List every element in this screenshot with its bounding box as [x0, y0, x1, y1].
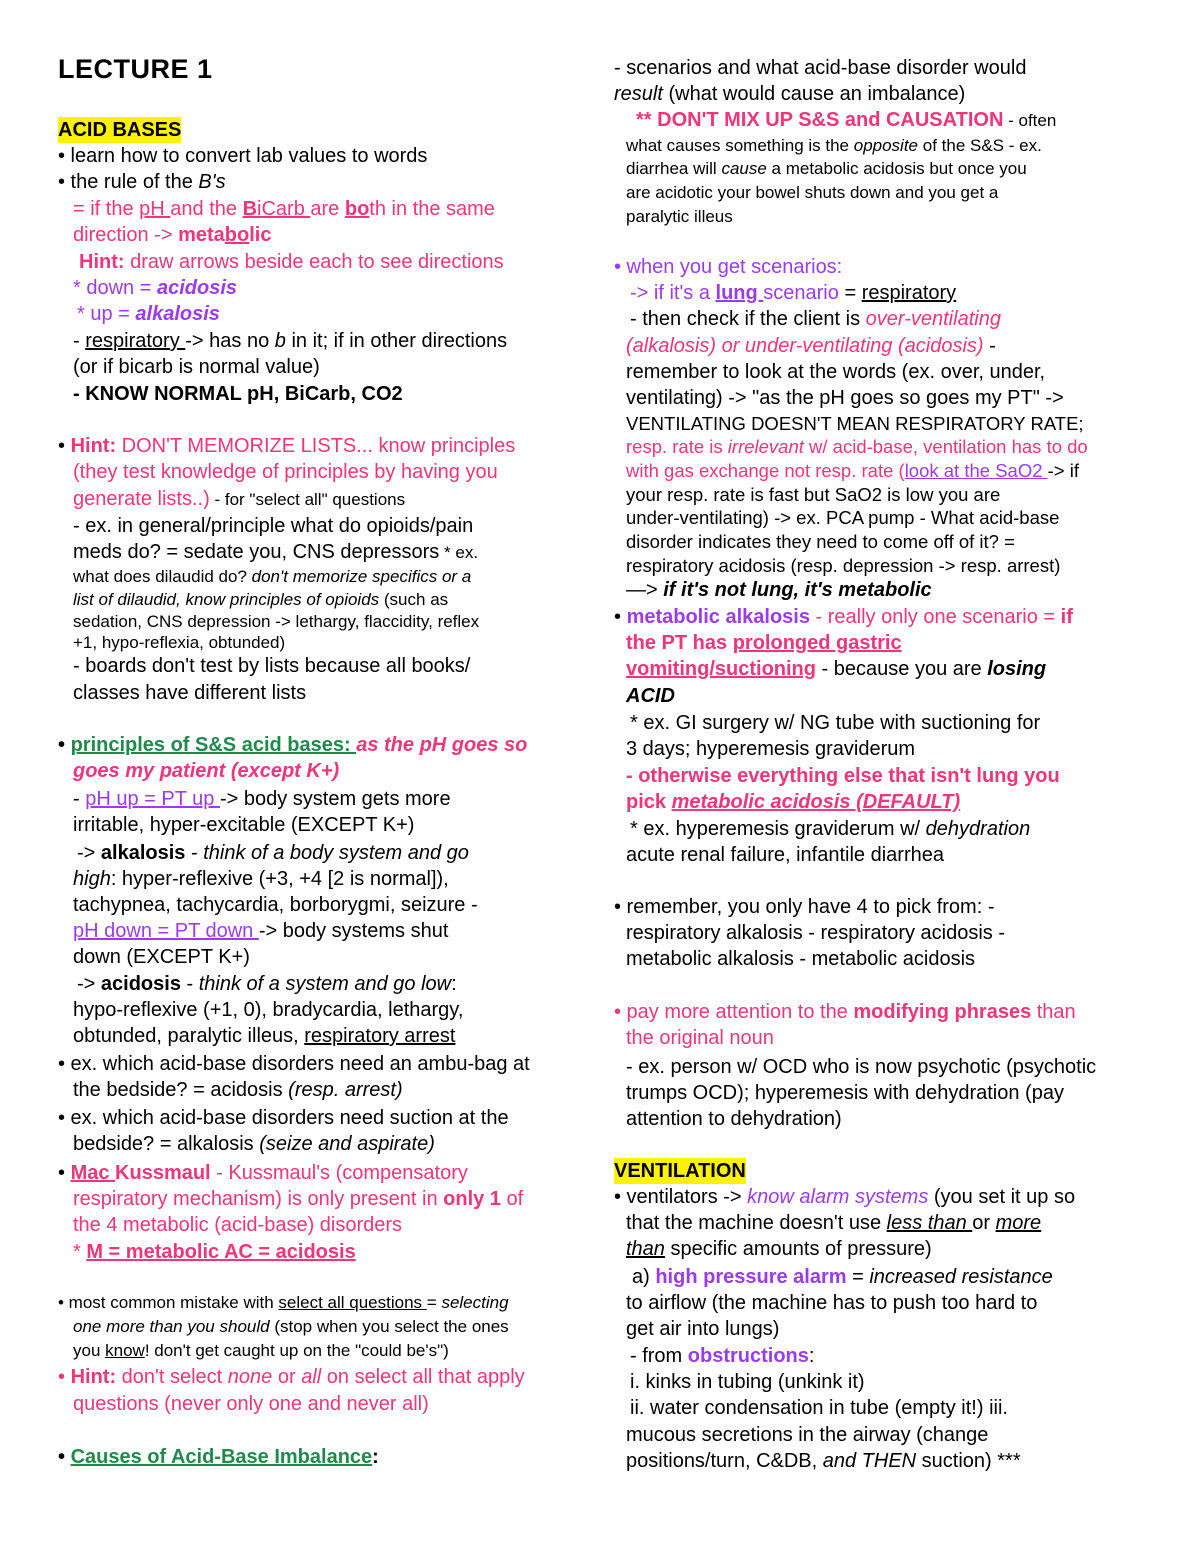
hint-line: • Hint: don't select none or all on select all that apply — [58, 1366, 525, 1388]
up-line: * up = alkalosis — [77, 303, 220, 325]
metabolic-alkalosis-line: vomiting/suctioning - because you are losing — [626, 658, 1047, 680]
text-line: - ex. in general/principle what do opioids/pain — [73, 515, 474, 537]
text-line: +1, hypo-reflexia, obtunded) — [73, 633, 286, 652]
text-line: i. kinks in tubing (unkink it) — [630, 1371, 865, 1393]
text-line: trumps OCD); hyperemesis with dehydration (pay — [626, 1082, 1064, 1104]
text-line: get air into lungs) — [626, 1318, 780, 1340]
acid-bases-heading: ACID BASES — [58, 119, 182, 141]
text-line: metabolic alkalosis - metabolic acidosis — [626, 948, 976, 970]
text-line: list of dilaudid, know principles of opioids (such as — [73, 590, 449, 609]
modifying-phrases-line: the original noun — [626, 1027, 774, 1049]
text-line: - scenarios and what acid-base disorder would — [614, 57, 1027, 79]
text-line: obtunded, paralytic illeus, respiratory arrest — [73, 1025, 456, 1047]
bullet-line: • learn how to convert lab values to words — [58, 145, 428, 167]
principles-line: • principles of S&S acid bases: as the pH goes so — [58, 734, 528, 756]
text-line: what does dilaudid do? don't memorize specifics or a — [73, 567, 472, 586]
modifying-phrases-line: • pay more attention to the modifying phrases than — [614, 1001, 1076, 1023]
text-line: mucous secretions in the airway (change — [626, 1424, 989, 1446]
text-line: that the machine doesn't use less than or more — [626, 1212, 1042, 1234]
text-line: your resp. rate is fast but SaO2 is low you are — [626, 484, 1001, 505]
metabolic-alkalosis-line: • metabolic alkalosis - really only one scenario = if — [614, 606, 1073, 628]
hint-line: • Hint: DON'T MEMORIZE LISTS... know principles — [58, 435, 516, 457]
text-line: positions/turn, C&DB, and THEN suction) *** — [626, 1450, 1021, 1472]
text-line: than specific amounts of pressure) — [626, 1238, 932, 1260]
text-line: under-ventilating) -> ex. PCA pump - What acid-base — [626, 507, 1060, 528]
text-line: sedation, CNS depression -> lethargy, flaccidity, reflex — [73, 612, 480, 631]
text-line: VENTILATING DOESN'T MEAN RESPIRATORY RATE; — [626, 413, 1084, 434]
text-line: acute renal failure, infantile diarrhea — [626, 844, 944, 866]
metabolic-alkalosis-line: the PT has prolonged gastric — [626, 632, 902, 654]
text-line: ACID — [626, 685, 675, 707]
text-line: - then check if the client is over-ventilating — [630, 308, 1001, 330]
hint-line: (they test knowledge of principles by having you — [73, 461, 498, 483]
text-line: * ex. hyperemesis graviderum w/ dehydration — [630, 818, 1031, 840]
rule-line: = if the pH and the BiCarb are both in the same — [73, 198, 495, 220]
text-line: -> acidosis - think of a system and go low: — [77, 973, 457, 995]
text-line: bedside? = alkalosis (seize and aspirate) — [73, 1133, 435, 1155]
text-line: irritable, hyper-excitable (EXCEPT K+) — [73, 814, 415, 836]
kussmaul-line: • Mac Kussmaul - Kussmaul's (compensatory — [58, 1162, 468, 1184]
text-line: disorder indicates they need to come off of it? = — [626, 531, 1015, 552]
text-line: - ex. person w/ OCD who is now psychotic (psychotic — [626, 1056, 1097, 1078]
causation-line: ** DON'T MIX UP S&S and CAUSATION - often — [636, 109, 1057, 131]
bullet-line: • remember, you only have 4 to pick from: - — [614, 896, 995, 918]
text-line: ventilating) -> "as the pH goes so goes my PT" -> — [626, 387, 1064, 409]
text-line: remember to look at the words (ex. over, under, — [626, 361, 1046, 383]
bullet-line: • the rule of the B's — [58, 171, 226, 193]
principles-line: goes my patient (except K+) — [73, 760, 340, 782]
down-line: * down = acidosis — [73, 277, 237, 299]
text-line: ii. water condensation in tube (empty it!) iii. — [630, 1397, 1008, 1419]
bullet-line: • ex. which acid-base disorders need suction at the — [58, 1107, 509, 1129]
text-line: - from obstructions: — [630, 1345, 815, 1367]
kussmaul-line: respiratory mechanism) is only present in only 1 of — [73, 1188, 524, 1210]
text-line: classes have different lists — [73, 682, 307, 704]
scenarios-line: • when you get scenarios: — [614, 256, 843, 278]
bullet-line: • most common mistake with select all questions = selecting — [58, 1293, 509, 1312]
text-line: 3 days; hyperemesis graviderum — [626, 738, 916, 760]
kussmaul-line: the 4 metabolic (acid-base) disorders — [73, 1214, 403, 1236]
text-line: you know! don't get caught up on the "could be's") — [73, 1341, 449, 1360]
default-line: pick metabolic acidosis (DEFAULT) — [626, 791, 961, 813]
rule-line: direction -> metabolic — [73, 224, 272, 246]
text-line: one more than you should (stop when you select the ones — [73, 1317, 509, 1336]
text-line: the bedside? = acidosis (resp. arrest) — [73, 1079, 403, 1101]
ventilation-heading: VENTILATION — [614, 1160, 746, 1182]
text-line: a) high pressure alarm = increased resistance — [632, 1266, 1053, 1288]
hint-line: questions (never only one and never all) — [73, 1393, 429, 1415]
text-line: with gas exchange not resp. rate (look at the SaO2 -> if — [626, 460, 1079, 481]
text-line: - KNOW NORMAL pH, BiCarb, CO2 — [73, 383, 403, 405]
text-line: down (EXCEPT K+) — [73, 946, 250, 968]
causes-heading: • Causes of Acid-Base Imbalance: — [58, 1446, 379, 1468]
hint-line: Hint: draw arrows beside each to see directions — [79, 251, 504, 273]
text-line: (alkalosis) or under-ventilating (acidosis) - — [626, 335, 996, 357]
text-line: pH down = PT down -> body systems shut — [73, 920, 449, 942]
hint-line: generate lists..) - for "select all" questions — [73, 488, 406, 510]
text-line: respiratory acidosis (resp. depression -> resp. arrest) — [626, 555, 1061, 576]
text-line: -> if it's a lung scenario = respiratory — [630, 282, 957, 304]
bullet-line: • ventilators -> know alarm systems (you set it up so — [614, 1186, 1076, 1208]
text-line: result (what would cause an imbalance) — [614, 83, 966, 105]
text-line: respiratory alkalosis - respiratory acidosis - — [626, 922, 1006, 944]
text-line: what causes something is the opposite of the S&S - ex. — [626, 136, 1042, 155]
text-line: are acidotic your bowel shuts down and you get a — [626, 183, 999, 202]
text-line: - respiratory -> has no b in it; if in other directions — [73, 330, 508, 352]
default-line: - otherwise everything else that isn't lung you — [626, 765, 1060, 787]
text-line: resp. rate is irrelevant w/ acid-base, ventilation has to do — [626, 436, 1088, 457]
bullet-line: • ex. which acid-base disorders need an ambu-bag at — [58, 1053, 530, 1075]
text-line: to airflow (the machine has to push too hard to — [626, 1292, 1038, 1314]
text-line: —> if it's not lung, it's metabolic — [626, 579, 932, 601]
text-line: tachypnea, tachycardia, borborygmi, seizure - — [73, 894, 478, 916]
text-line: paralytic illeus — [626, 207, 733, 226]
text-line: (or if bicarb is normal value) — [73, 356, 320, 378]
text-line: meds do? = sedate you, CNS depressors * ex. — [73, 541, 479, 563]
text-line: - pH up = PT up -> body system gets more — [73, 788, 451, 810]
text-line: * ex. GI surgery w/ NG tube with suctioning for — [630, 712, 1041, 734]
lecture-title: LECTURE 1 — [58, 54, 213, 84]
text-line: - boards don't test by lists because all books/ — [73, 655, 471, 677]
text-line: attention to dehydration) — [626, 1108, 842, 1130]
text-line: hypo-reflexive (+1, 0), bradycardia, lethargy, — [73, 999, 464, 1021]
text-line: high: hyper-reflexive (+3, +4 [2 is normal]), — [73, 868, 449, 890]
text-line: diarrhea will cause a metabolic acidosis but once you — [626, 159, 1027, 178]
text-line: -> alkalosis - think of a body system and go — [77, 842, 469, 864]
kussmaul-line: * M = metabolic AC = acidosis — [73, 1241, 356, 1263]
